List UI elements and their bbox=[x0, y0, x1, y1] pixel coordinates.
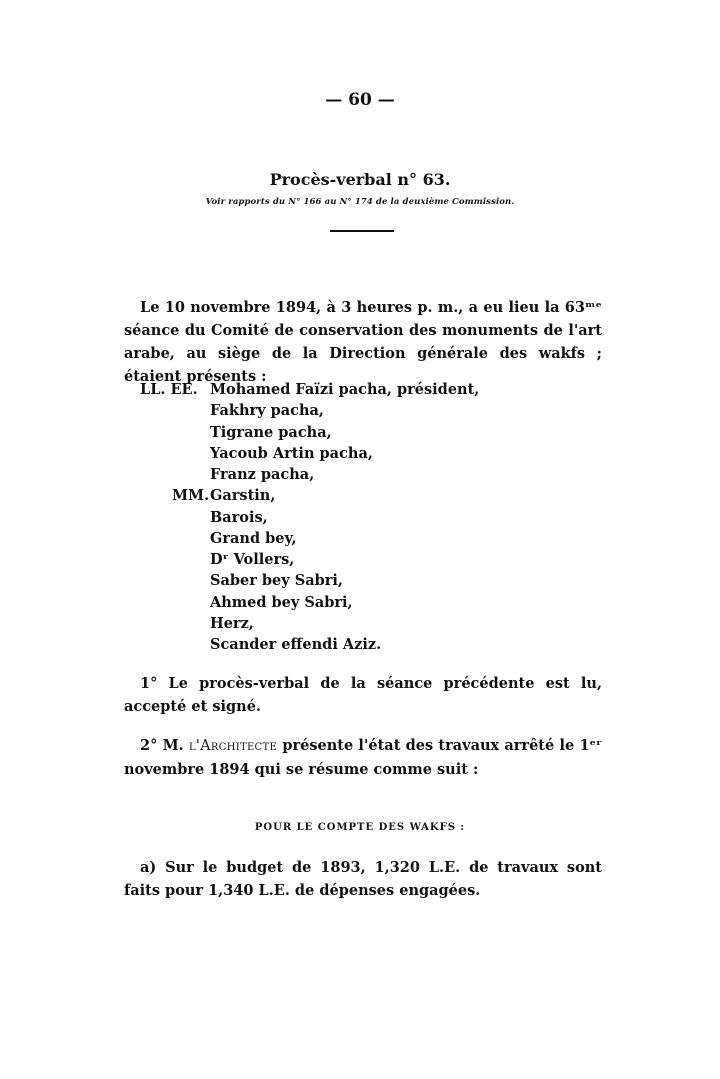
attendee-name: Dʳ Vollers, bbox=[210, 551, 295, 568]
section-heading: POUR LE COMPTE DES WAKFS : bbox=[254, 822, 466, 833]
attendee-name: Tigrane pacha, bbox=[210, 424, 332, 441]
attendee-name: Garstin, bbox=[210, 487, 276, 504]
page-number: — 60 — bbox=[325, 90, 395, 110]
item-1-paragraph: 1° Le procès-verbal de la séance précédente est lu, accepté et signé. bbox=[124, 675, 602, 715]
item-2-prefix: 2° M. bbox=[140, 737, 184, 754]
item-2-paragraph bbox=[124, 734, 602, 781]
attendee-name: Grand bey, bbox=[210, 530, 297, 547]
subtitle: Voir rapports du N° 166 au N° 174 de la deuxième Commission. bbox=[205, 197, 515, 207]
attendee-name: Mohamed Faïzi pacha, président, bbox=[210, 381, 480, 398]
item-2-text: présente l'état des travaux arrêté le 1ᵉʳ novembre 1894 qui se résume comme suit : bbox=[124, 737, 602, 778]
attendee-name: Scander effendi Aziz. bbox=[210, 636, 382, 653]
divider bbox=[330, 230, 394, 232]
attendee-name: Saber bey Sabri, bbox=[210, 572, 343, 589]
page-title: Procès-verbal n° 63. bbox=[269, 170, 451, 189]
attendee-name: Franz pacha, bbox=[210, 466, 315, 483]
architect-role: l'Architecte bbox=[188, 738, 278, 754]
item-a-paragraph: a) Sur le budget de 1893, 1,320 L.E. de travaux sont faits pour 1,340 L.E. de dépenses engagées. bbox=[124, 859, 602, 899]
attendee-name: Barois, bbox=[210, 509, 268, 526]
attendee-name: Ahmed bey Sabri, bbox=[210, 594, 353, 611]
excellencies-label: LL. EE. bbox=[140, 381, 198, 398]
intro-paragraph: Le 10 novembre 1894, à 3 heures p. m., a eu lieu la 63ᵐᵉ séance du Comité de conservation des monuments de l'art arabe, au siège de la Direction générale des wakfs ; étaient présents : bbox=[124, 299, 602, 385]
attendee-name: Fakhry pacha, bbox=[210, 402, 324, 419]
members-label: MM. bbox=[172, 487, 210, 504]
attendee-name: Yacoub Artin pacha, bbox=[210, 445, 373, 462]
attendee-name: Herz, bbox=[210, 615, 254, 632]
